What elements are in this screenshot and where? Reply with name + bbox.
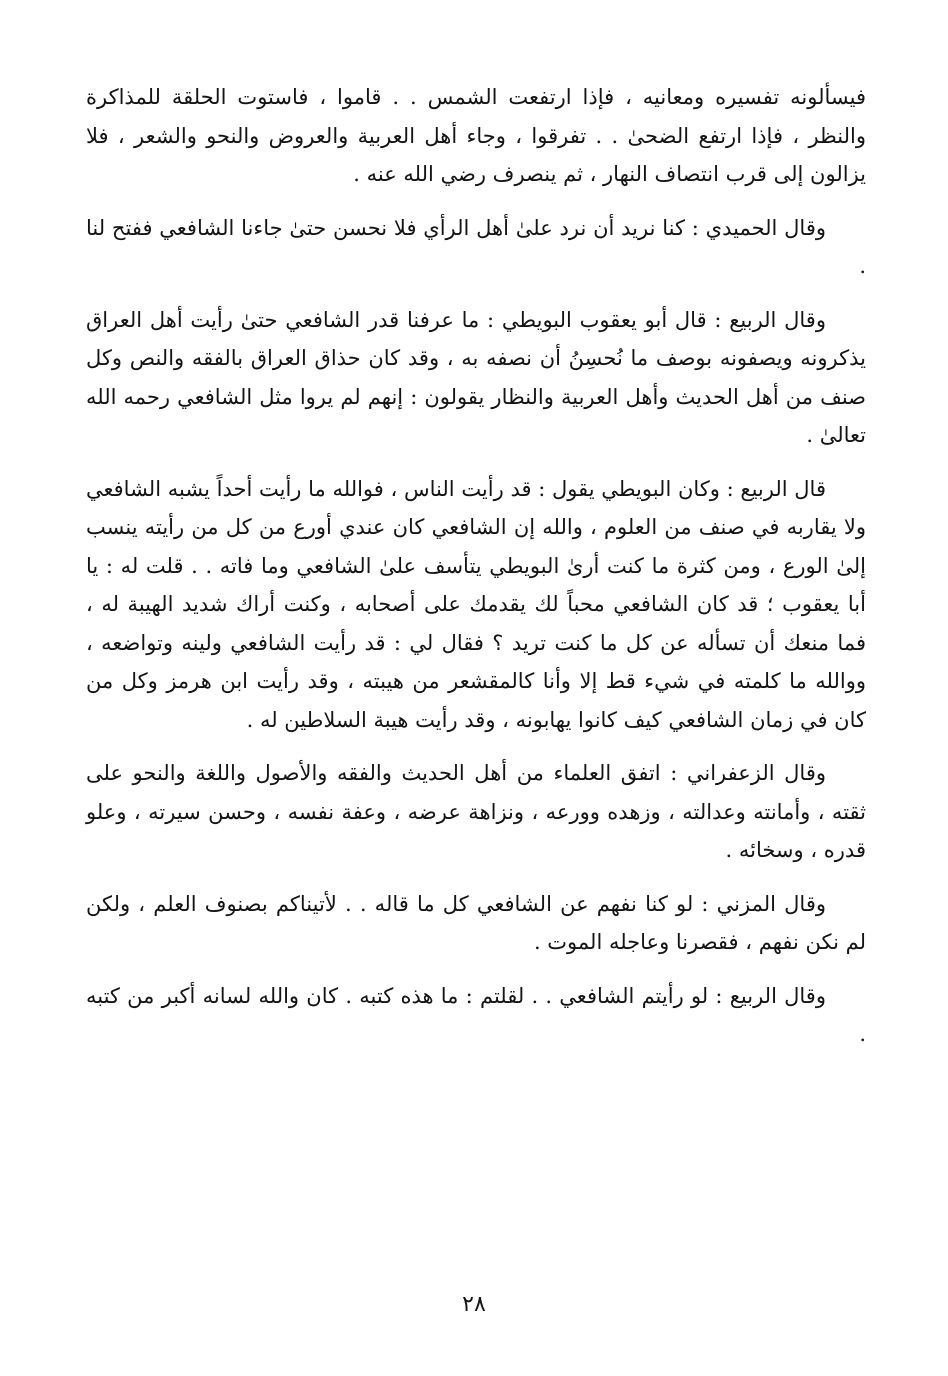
paragraph-5: وقال الزعفراني : اتفق العلماء من أهل الحديث والفقه والأصول واللغة والنحو على ثقته ، وأمانته وعدالته ، وزهده وورعه ، ونزاهة عرضه ، وعفة نفسه ، وحسن سيرته ، وعلو قدره ، وسخائه . [86, 761, 866, 862]
paragraph-4: قال الربيع : وكان البويطي يقول : قد رأيت الناس ، فوالله ما رأيت أحداً يشبه الشافعي ولا يقاربه في صنف من العلوم ، والله إن الشافعي كان عندي أورع من كل من رأيته ينسب إلىٰ الورع ، ومن كثرة ما كنت أرىٰ البويطي يتأسف علىٰ الشافعي وما فاته . . قلت له : يا أبا يعقوب ؛ قد كان الشافعي محباً لك يقدمك على أصحابه ، وكنت أراك شديد الهيبة له ، فما منعك أن تسأله عن كل ما كنت تريد ؟ فقال لي : قد رأيت الشافعي ولينه وتواضعه ، ووالله ما كلمته في شيء قط إلا وأنا كالمقشعر من هيبته ، وقد رأيت ابن هرمز وكل من كان في زمان الشافعي كيف كانوا يهابونه ، وقد رأيت هيبة السلاطين له . [86, 476, 866, 732]
body-text [86, 78, 866, 1054]
paragraph-6: وقال المزني : لو كنا نفهم عن الشافعي كل ما قاله . . لأتيناكم بصنوف العلم ، ولكن لم نكن نفهم ، فقصرنا وعاجله الموت . [86, 891, 866, 954]
paragraph-3: وقال الربيع : قال أبو يعقوب البويطي : ما عرفنا قدر الشافعي حتىٰ رأيت أهل العراق يذكرونه ويصفونه بوصف ما نُحسِنُ أن نصفه به ، وقد كان حذاق العراق بالفقه والنص وكل صنف من أهل الحديث وأهل العربية والنظار يقولون : إنهم لم يروا مثل الشافعي رحمه الله تعالىٰ . [86, 307, 866, 447]
page-number: ٢٨ [462, 1292, 486, 1317]
paragraph-2: وقال الحميدي : كنا نريد أن نرد علىٰ أهل الرأي فلا نحسن حتىٰ جاءنا الشافعي ففتح لنا . [86, 215, 866, 278]
paragraph-1: فيسألونه تفسيره ومعانيه ، فإذا ارتفعت الشمس . . قاموا ، فاستوت الحلقة للمذاكرة والنظر ، فإذا ارتفع الضحىٰ . . تفرقوا ، وجاء أهل العربية والعروض والنحو والشعر ، فلا يزالون إلى قرب انتصاف النهار ، ثم ينصرف رضي الله عنه . [86, 85, 866, 186]
paragraph-7: وقال الربيع : لو رأيتم الشافعي . . لقلتم : ما هذه كتبه . كان والله لسانه أكبر من كتبه . [86, 983, 866, 1046]
